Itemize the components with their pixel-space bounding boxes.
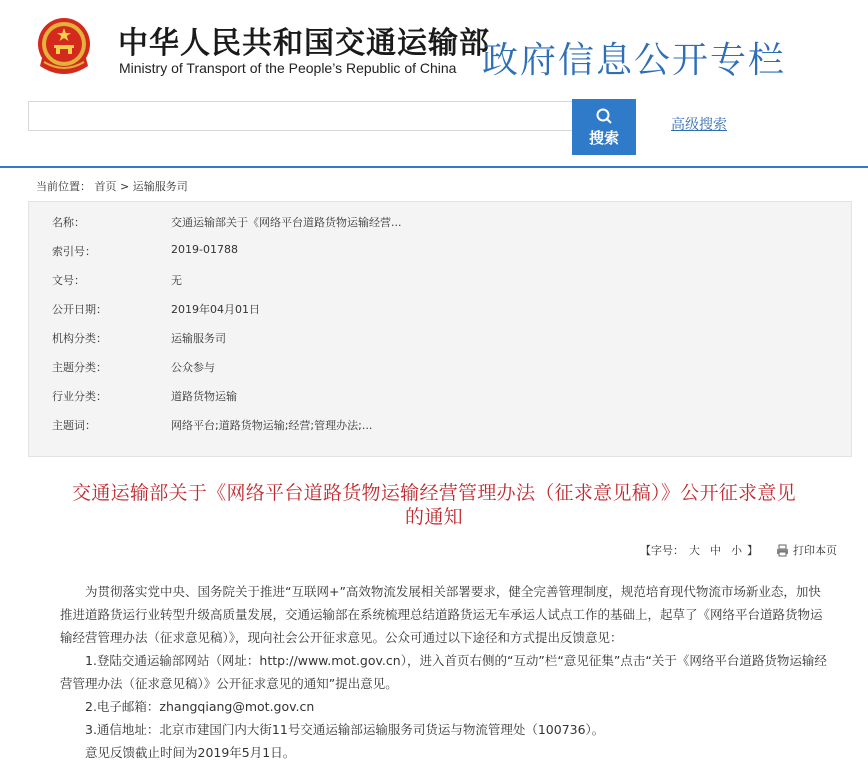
meta-value: 交通运输部关于《网络平台道路货物运输经营... [171, 216, 402, 229]
meta-value: 网络平台;道路货物运输;经营;管理办法;... [171, 419, 373, 432]
font-size-close: 】 [747, 544, 758, 557]
article-paragraph: 意见反馈截止时间为2019年5月1日。 [60, 745, 296, 760]
meta-value: 运输服务司 [171, 332, 226, 345]
meta-row-topic [29, 351, 851, 380]
search-icon [595, 107, 613, 125]
meta-label: 名称： [52, 216, 85, 229]
meta-row-industry [29, 380, 851, 409]
advanced-search-link[interactable]: 高级搜索 [671, 117, 727, 133]
article-title-line2: 的通知 [405, 506, 463, 528]
document-meta-table [28, 201, 852, 457]
meta-row-index [29, 235, 851, 264]
meta-label: 主题词： [52, 419, 96, 432]
ministry-name-cn: 中华人民共和国交通运输部 [118, 26, 490, 61]
search-button-label: 搜索 [588, 129, 619, 147]
meta-label: 公开日期： [52, 303, 107, 316]
meta-label: 索引号： [52, 245, 96, 258]
meta-value: 公众参与 [171, 361, 215, 374]
print-label: 打印本页 [793, 544, 837, 557]
breadcrumb-prefix: 当前位置： [36, 180, 91, 193]
article-paragraph: 2.电子邮箱：zhangqiang@mot.gov.cn [60, 699, 315, 714]
article-paragraph: 3.通信地址：北京市建国门内大街11号交通运输部运输服务司货运与物流管理处（100736）。 [60, 722, 605, 737]
breadcrumb-current-link[interactable]: 运输服务司 [132, 180, 188, 193]
article-title [30, 481, 838, 529]
meta-row-name [29, 206, 851, 235]
meta-row-doc-number [29, 264, 851, 293]
meta-value: 2019-01788 [171, 243, 238, 256]
meta-label: 行业分类： [52, 390, 107, 403]
meta-row-agency [29, 322, 851, 351]
search-button[interactable] [572, 99, 636, 155]
ministry-name-en: Ministry of Transport of the People’s Republic of China [119, 60, 457, 76]
site-header [0, 0, 868, 168]
article-title-line1: 交通运输部关于《网络平台道路货物运输经营管理办法（征求意见稿）》公开征求意见 [72, 482, 796, 504]
article-paragraph: 1.登陆交通运输部网站（网址：http://www.mot.gov.cn），进入首页右侧的“互动”栏“意见征集”点击“关于《网络平台道路货物运输经营管理办法（征求意见稿）》公开征求意见的通知”提出意见。 [60, 653, 827, 691]
font-size-small-button[interactable]: 小 [731, 544, 742, 557]
breadcrumb-home-link[interactable]: 首页 [94, 180, 117, 193]
column-title: 政府信息公开专栏 [482, 40, 787, 81]
font-size-label: 【字号： [640, 544, 684, 557]
meta-row-publish-date [29, 293, 851, 322]
printer-icon [776, 544, 789, 557]
breadcrumb-separator: > [120, 180, 130, 193]
national-emblem-icon [30, 14, 98, 80]
header-divider [0, 166, 868, 168]
article-body [60, 580, 828, 764]
font-size-medium-button[interactable]: 中 [710, 544, 721, 557]
meta-row-keywords [29, 409, 851, 438]
search-input[interactable] [28, 101, 572, 131]
meta-value: 无 [171, 274, 182, 287]
meta-label: 机构分类： [52, 332, 107, 345]
meta-value: 道路货物运输 [171, 390, 237, 403]
print-button[interactable] [776, 542, 837, 558]
meta-label: 文号： [52, 274, 85, 287]
breadcrumb [36, 178, 188, 194]
meta-value: 2019年04月01日 [171, 303, 260, 316]
font-size-large-button[interactable]: 大 [689, 544, 700, 557]
article-tools [640, 542, 837, 558]
article-paragraph: 为贯彻落实党中央、国务院关于推进“互联网+”高效物流发展相关部署要求，健全完善管理制度，规范培育现代物流市场新业态，加快推进道路货运行业转型升级高质量发展，交通运输部在系统梳理总结道路货运无车承运人试点工作的基础上，起草了《网络平台道路货物运输经营管理办法（征求意见稿）》，现向社会公开征求意见。公众可通过以下途径和方式提出反馈意见： [60, 584, 823, 645]
meta-label: 主题分类： [52, 361, 107, 374]
